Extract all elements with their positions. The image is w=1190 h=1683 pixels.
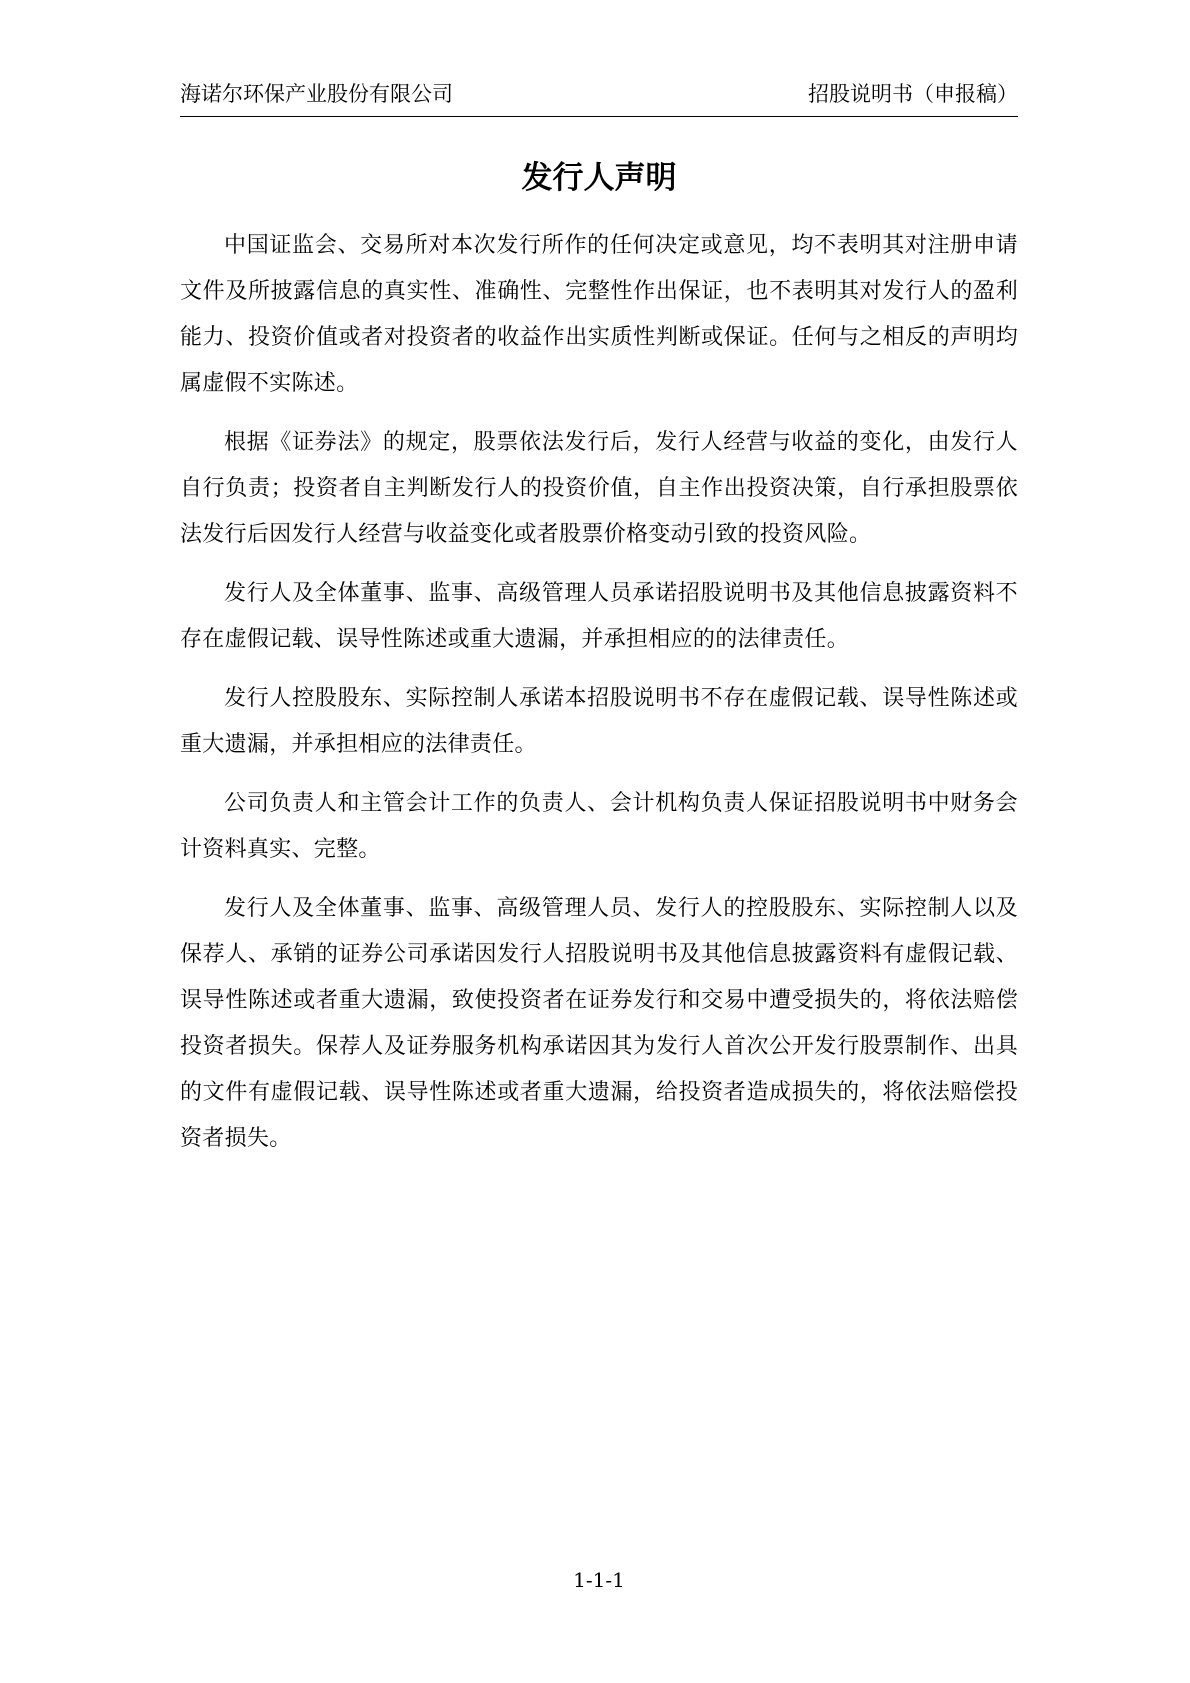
statement-paragraph-2: 根据《证券法》的规定，股票依法发行后，发行人经营与收益的变化，由发行人自行负责；投资者自主判断发行人的投资价值，自主作出投资决策，自行承担股票依法发行后因发行人经营与收益变化或者股票价格变动引致的投资风险。	[180, 430, 1018, 547]
page-title: 发行人声明	[521, 160, 677, 196]
statement-paragraph-5: 公司负责人和主管会计工作的负责人、会计机构负责人保证招股说明书中财务会计资料真实、完整。	[180, 791, 1018, 862]
statement-paragraph-6: 发行人及全体董事、监事、高级管理人员、发行人的控股股东、实际控制人以及保荐人、承销的证券公司承诺因发行人招股说明书及其他信息披露资料有虚假记载、误导性陈述或者重大遗漏，致使投资者在证券发行和交易中遭受损失的，将依法赔偿投资者损失。保荐人及证券服务机构承诺因其为发行人首次公开发行股票制作、出具的文件有虚假记载、误导性陈述或者重大遗漏，给投资者造成损失的，将依法赔偿投资者损失。	[180, 896, 1018, 1151]
statement-paragraph-4: 发行人控股股东、实际控制人承诺本招股说明书不存在虚假记载、误导性陈述或重大遗漏，并承担相应的法律责任。	[180, 686, 1018, 757]
page-header	[180, 82, 1018, 117]
statement-paragraph-3: 发行人及全体董事、监事、高级管理人员承诺招股说明书及其他信息披露资料不存在虚假记载、误导性陈述或重大遗漏，并承担相应的的法律责任。	[180, 581, 1018, 652]
page-number: 1-1-1	[573, 1568, 625, 1592]
header-company-name: 海诺尔环保产业股份有限公司	[180, 82, 453, 106]
header-document-type: 招股说明书（申报稿）	[808, 82, 1018, 106]
statement-paragraph-1: 中国证监会、交易所对本次发行所作的任何决定或意见，均不表明其对注册申请文件及所披露信息的真实性、准确性、完整性作出保证，也不表明其对发行人的盈利能力、投资价值或者对投资者的收益作出实质性判断或保证。任何与之相反的声明均属虚假不实陈述。	[180, 233, 1018, 396]
statement-body	[180, 223, 1018, 1175]
